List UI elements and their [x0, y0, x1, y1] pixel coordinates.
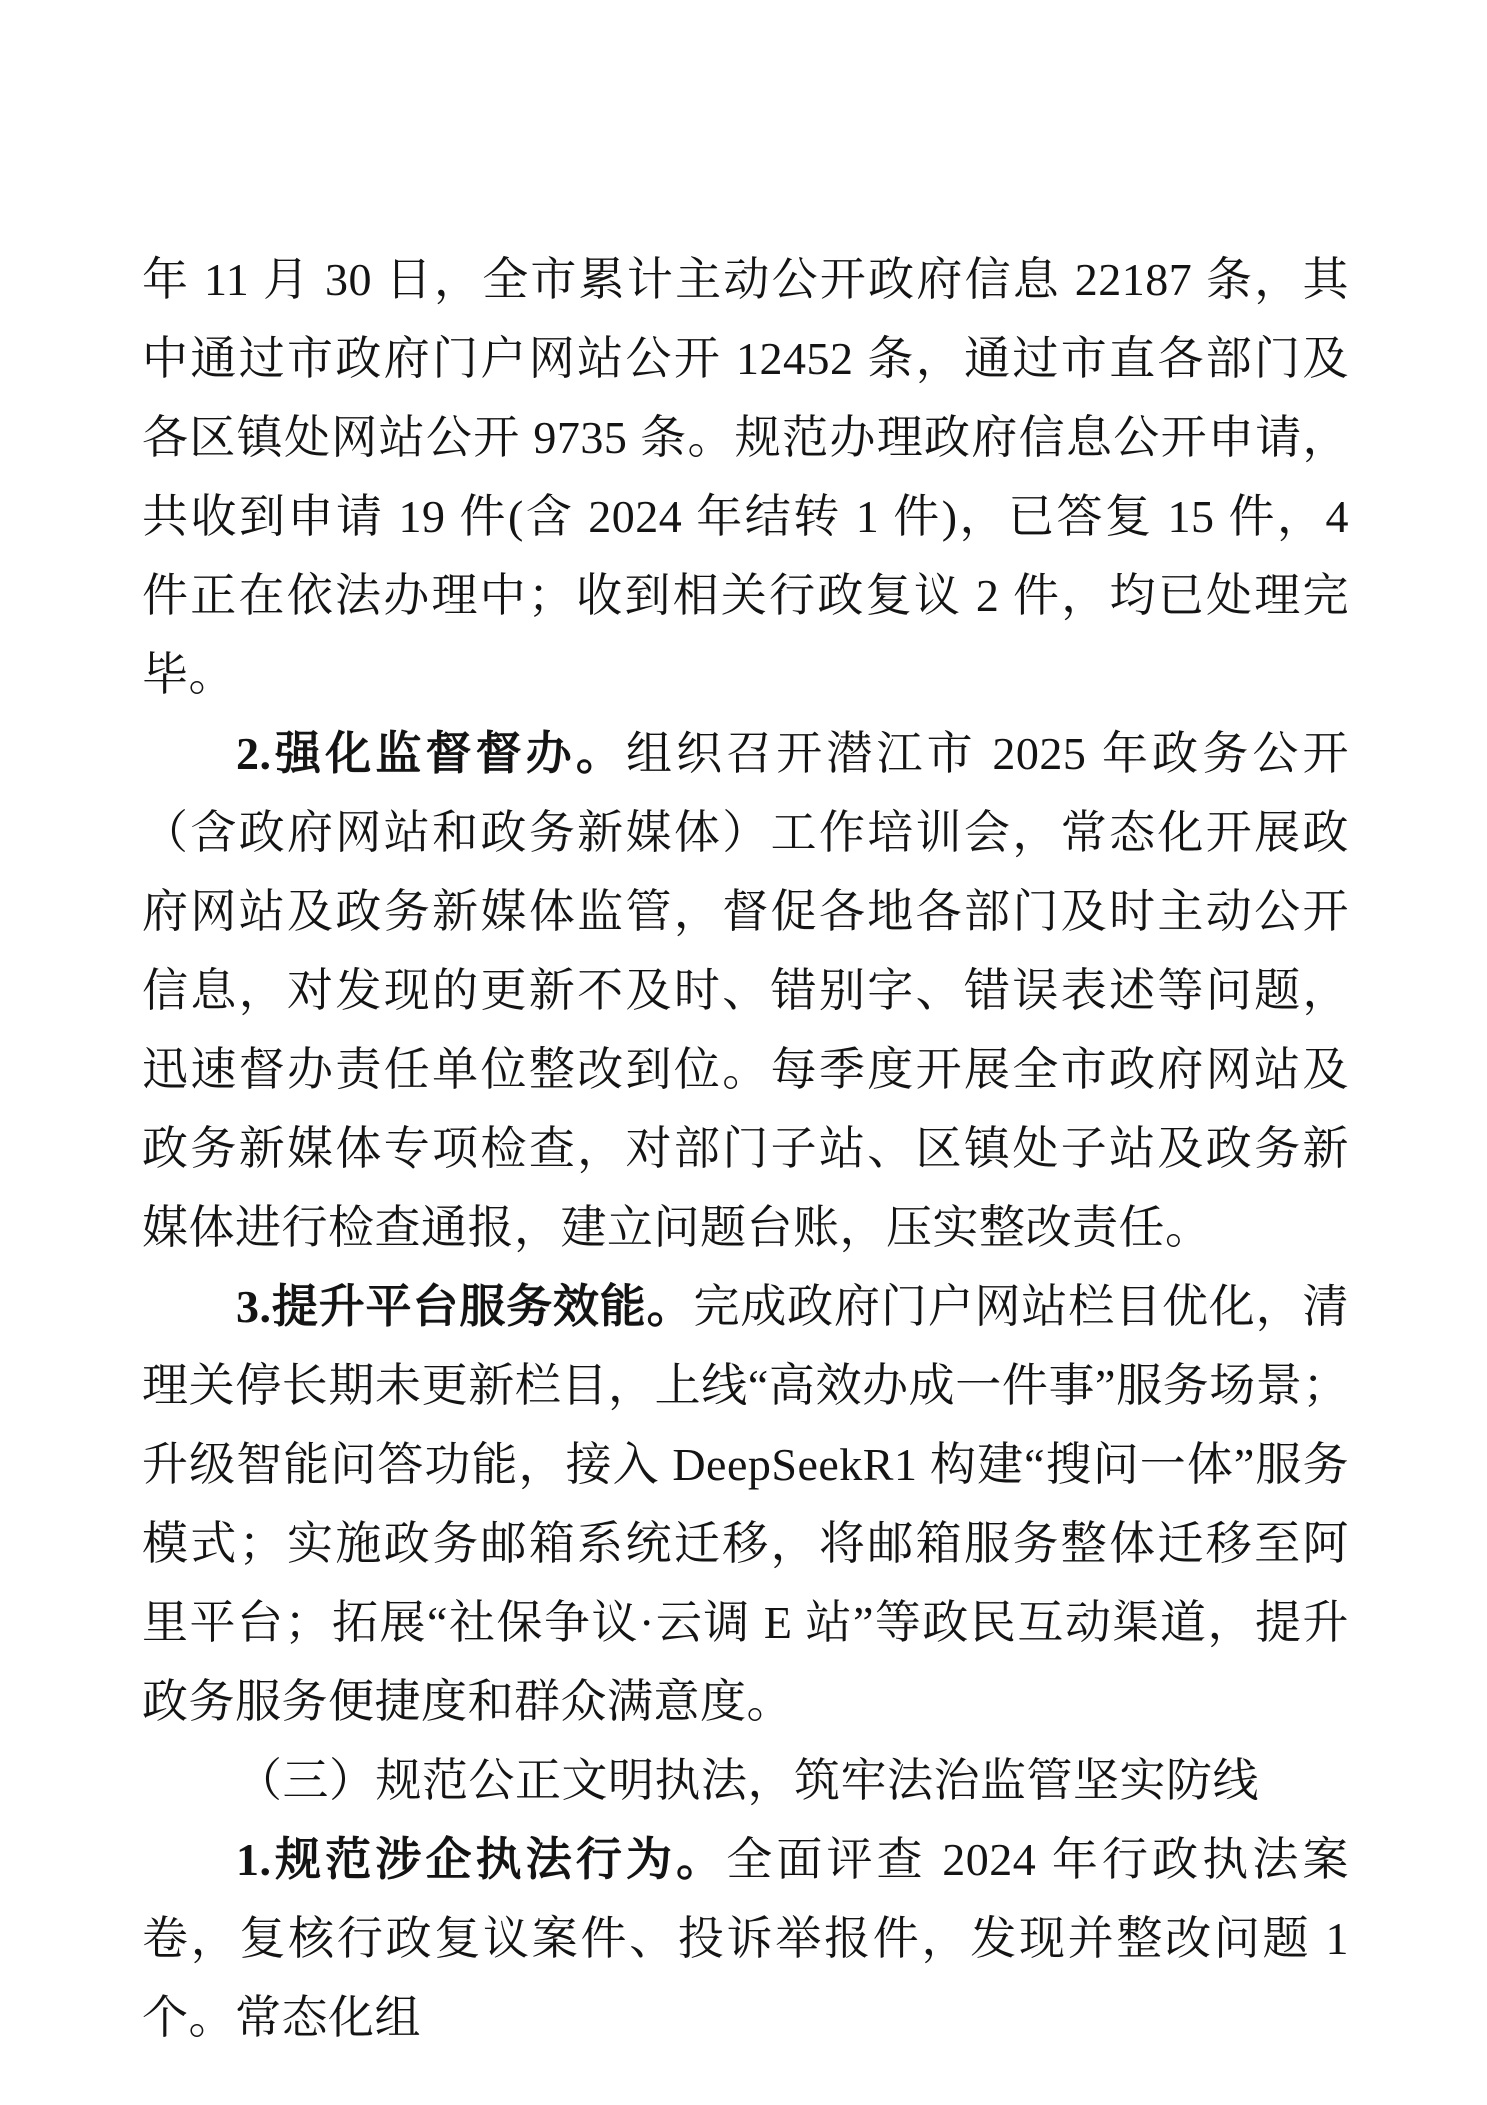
- paragraph-lead-bold: 1.规范涉企执法行为。: [236, 1834, 727, 1885]
- paragraph-info-disclosure-continuation: [142, 240, 1349, 714]
- paragraph-lead-bold: 2.强化监督督办。: [236, 728, 626, 779]
- paragraph-text: 年 11 月 30 日，全市累计主动公开政府信息 22187 条，其中通过市政府门户网站公开 12452 条，通过市直各部门及各区镇处网站公开 9735 条。规范办理政府信息公开申请，共收到申请 19 件(含 2024 年结转 1 件)，已答复 15 件，4 件正在依法办理中；收到相关行政复议 2 件，均已处理完毕。: [142, 254, 1349, 700]
- paragraph-text: 完成政府门户网站栏目优化，清理关停长期未更新栏目，上线“高效办成一件事”服务场景；升级智能问答功能，接入 DeepSeekR1 构建“搜问一体”服务模式；实施政务邮箱系统迁移，将邮箱服务整体迁移至阿里平台；拓展“社保争议·云调 E 站”等政民互动渠道，提升政务服务便捷度和群众满意度。: [142, 1281, 1350, 1727]
- document-body: [142, 240, 1349, 2057]
- paragraph-enterprise-law-enforcement: [142, 1820, 1349, 2057]
- paragraph-text: 组织召开潜江市 2025 年政务公开（含政府网站和政务新媒体）工作培训会，常态化开展政府网站及政务新媒体监管，督促各地各部门及时主动公开信息，对发现的更新不及时、错别字、错误表述等问题，迅速督办责任单位整改到位。每季度开展全市政府网站及政务新媒体专项检查，对部门子站、区镇处子站及政务新媒体进行检查通报，建立问题台账，压实整改责任。: [142, 728, 1350, 1253]
- section-heading-three: [142, 1741, 1349, 1820]
- paragraph-platform-service: [142, 1267, 1349, 1741]
- section-heading-text: （三）规范公正文明执法，筑牢法治监管坚实防线: [236, 1755, 1259, 1806]
- paragraph-lead-bold: 3.提升平台服务效能。: [236, 1281, 694, 1332]
- paragraph-text: 全面评查 2024 年行政执法案卷，复核行政复议案件、投诉举报件，发现并整改问题 1 个。常态化组: [142, 1834, 1350, 2043]
- paragraph-strengthen-supervision: [142, 714, 1349, 1267]
